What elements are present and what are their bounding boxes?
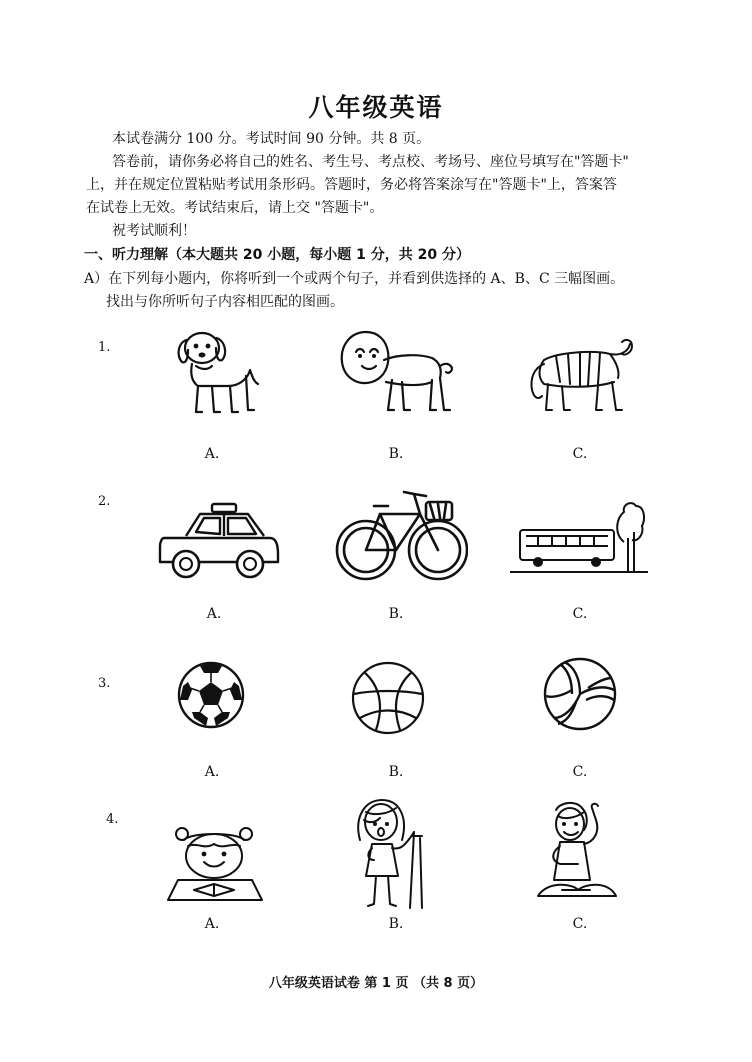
option-a-label: A. <box>204 764 220 780</box>
bus-icon <box>508 498 650 576</box>
question-number: 2. <box>98 494 111 509</box>
option-a-label: A. <box>204 446 220 462</box>
option-a-label: A. <box>206 606 222 622</box>
bicycle-icon <box>334 488 468 584</box>
dog-icon <box>168 326 262 418</box>
option-c-label: C. <box>572 764 588 780</box>
section-heading: 一、听力理解（本大题共 20 小题，每小题 1 分，共 20 分） <box>84 247 470 263</box>
lion-icon <box>336 326 454 418</box>
page-title: 八年级英语 <box>308 93 444 122</box>
tiger-icon <box>524 334 634 414</box>
option-b-label: B. <box>388 446 404 462</box>
option-c-label: C. <box>572 446 588 462</box>
basketball-icon <box>350 660 426 736</box>
instruction-score: 本试卷满分 100 分。考试时间 90 分钟。共 8 页。 <box>112 131 431 147</box>
volleyball-icon <box>542 656 618 732</box>
option-b-label: B. <box>388 764 404 780</box>
option-a-label: A. <box>204 916 220 932</box>
part-a-instruction: A）在下列每小题内，你将听到一个或两个句子，并看到供选择的 A、B、C 三幅图画。 <box>84 271 625 287</box>
girl-with-stick-icon <box>350 798 440 910</box>
page-footer: 八年级英语试卷 第 1 页 （共 8 页） <box>268 976 484 991</box>
question-number: 1. <box>98 340 111 355</box>
instruction-answer-card-cont: 上，并在规定位置粘贴考试用条形码。答题时，务必将答案涂写在"答题卡"上，答案答 <box>86 177 617 193</box>
question-number: 4. <box>106 812 119 827</box>
girl-yoga-icon <box>534 800 620 904</box>
instruction-answer-card: 答卷前，请你务必将自己的姓名、考生号、考点校、考场号、座位号填写在"答题卡" <box>112 154 629 170</box>
option-c-label: C. <box>572 916 588 932</box>
good-luck: 祝考试顺利！ <box>112 223 196 239</box>
taxi-icon <box>156 502 280 582</box>
option-b-label: B. <box>388 606 404 622</box>
girl-reading-icon <box>164 826 266 904</box>
instruction-submit: 在试卷上无效。考试结束后，请上交 "答题卡"。 <box>86 200 384 216</box>
soccer-ball-icon <box>176 660 246 730</box>
part-a-instruction-cont: 找出与你所听句子内容相匹配的图画。 <box>106 294 344 310</box>
option-c-label: C. <box>572 606 588 622</box>
option-b-label: B. <box>388 916 404 932</box>
question-number: 3. <box>98 676 111 691</box>
